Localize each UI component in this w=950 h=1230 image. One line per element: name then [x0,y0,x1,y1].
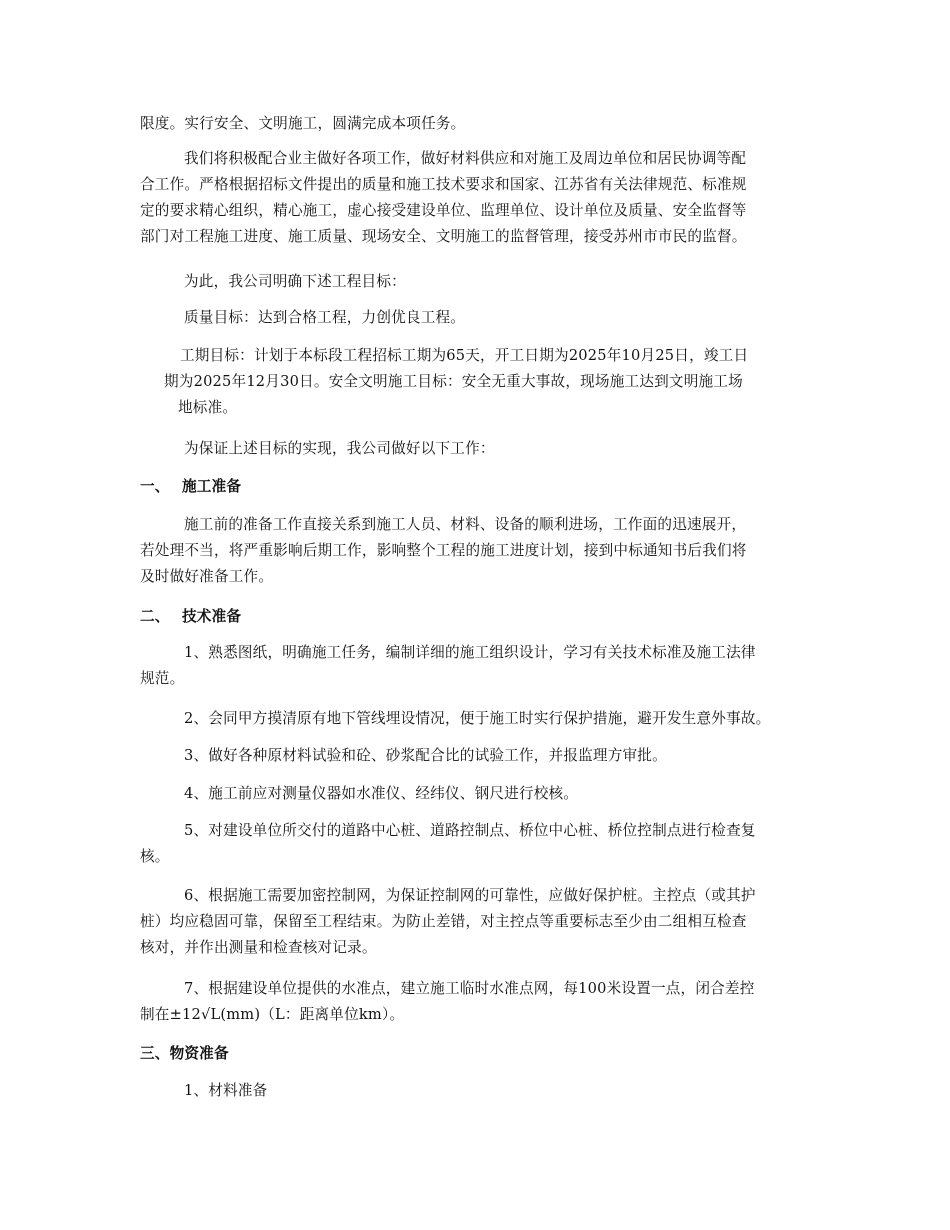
technical-item-4 [184,781,578,807]
technical-item-2 [184,706,770,732]
line: 制在±12√L(mm)（L：距离单位km）。 [140,1006,405,1023]
line: 合工作。严格根据招标文件提出的质量和施工技术要求和国家、江苏省有关法律规范、标准规 [140,176,747,193]
line: 7、根据建设单位提供的水准点，建立施工临时水准点网，每100米设置一点，闭合差控 [184,980,755,997]
heading-line [140,604,241,630]
paragraph-work-intro [184,436,495,462]
technical-item-5 [140,818,756,870]
line: 我们将积极配合业主做好各项工作，做好材料供应和对施工及周边单位和居民协调等配 [184,150,747,167]
line: 1、熟悉图纸，明确施工任务，编制详细的施工组织设计，学习有关技术标准及施工法律 [184,644,756,661]
paragraph-prep-work [140,512,747,590]
line: 核。 [140,848,170,865]
materials-item-1 [184,1078,267,1104]
paragraph-quality-goal [184,305,465,331]
heading-number: 二、 [140,608,170,625]
heading-line [140,1041,229,1067]
line: 为保证上述目标的实现，我公司做好以下工作： [184,440,495,457]
technical-item-6 [140,883,756,961]
line: 定的要求精心组织，精心施工，虚心接受建设单位、监理单位、设计单位及质量、安全监督等 [140,202,747,219]
paragraph-intro-end [140,111,465,137]
line: 6、根据施工需要加密控制网，为保证控制网的可靠性，应做好保护桩。主控点（或其护 [184,887,756,904]
line: 桩）均应稳固可靠，保留至工程结束。为防止差错，对主控点等重要标志至少由二组相互检查 [140,913,747,930]
line: 为此，我公司明确下述工程目标： [184,273,406,290]
paragraph-goals-intro [184,269,406,295]
heading-line [140,474,241,500]
line: 3、做好各种原材料试验和砼、砂浆配合比的试验工作，并报监理方审批。 [184,747,667,764]
line: 1、材料准备 [184,1082,268,1099]
line: 若处理不当，将严重影响后期工作，影响整个工程的施工进度计划，接到中标通知书后我们将 [140,542,747,559]
technical-item-1 [140,640,756,692]
line: 及时做好准备工作。 [140,568,274,585]
paragraph-cooperation [140,146,747,250]
line: 4、施工前应对测量仪器如水准仪、经纬仪、钢尺进行校核。 [184,785,579,802]
heading-number: 三、 [140,1045,170,1062]
heading-number: 一、 [140,478,170,495]
section-heading-materials-prep [140,1041,229,1067]
line: 工期目标：计划于本标段工程招标工期为65天，开工日期为2025年10月25日，竣工日 [180,347,749,364]
line: 施工前的准备工作直接关系到施工人员、材料、设备的顺利进场，工作面的迅速展开， [184,516,747,533]
line: 部门对工程施工进度、施工质量、现场安全、文明施工的监督管理，接受苏州市市民的监督。 [140,228,747,245]
line: 限度。实行安全、文明施工，圆满完成本项任务。 [140,115,466,132]
line: 规范。 [140,670,185,687]
heading-title: 物资准备 [169,1045,229,1062]
section-heading-construction-prep [140,474,241,500]
section-heading-technical-prep [140,604,241,630]
line: 核对，并作出测量和检查核对记录。 [140,939,377,956]
line: 地标准。 [178,399,238,416]
line: 2、会同甲方摸清原有地下管线埋设情况，便于施工时实行保护措施，避开发生意外事故。 [184,710,771,727]
technical-item-7 [140,976,755,1028]
line: 5、对建设单位所交付的道路中心桩、道路控制点、桥位中心桩、桥位控制点进行检查复 [184,822,756,839]
heading-title: 施工准备 [182,478,242,495]
paragraph-schedule-goal [164,343,748,421]
line: 期为2025年12月30日。安全文明施工目标：安全无重大事故，现场施工达到文明施工场 [164,373,743,390]
technical-item-3 [184,743,667,769]
heading-title: 技术准备 [182,608,242,625]
line: 质量目标：达到合格工程，力创优良工程。 [184,309,466,326]
